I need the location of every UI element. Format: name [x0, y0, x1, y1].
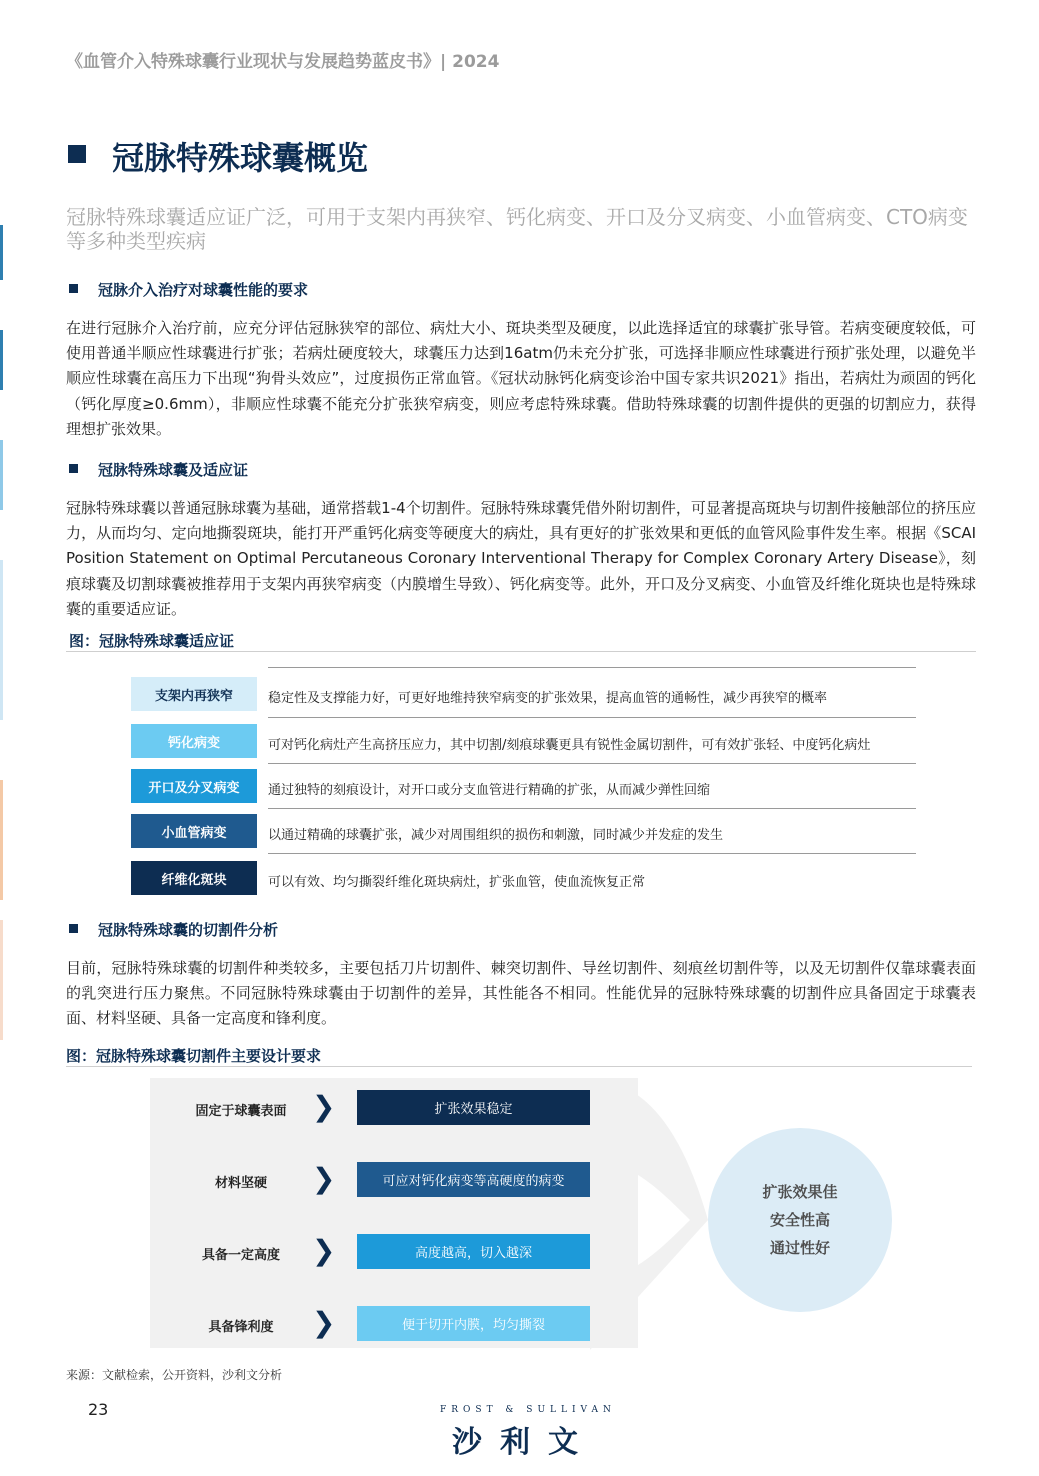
table-row-divider — [268, 853, 916, 854]
indication-description: 通过独特的刻痕设计，对开口或分支血管进行精确的扩张，从而减少弹性回缩 — [268, 783, 711, 798]
indication-description: 稳定性及支撑能力好，可更好地维持狭窄病变的扩张效果，提高血管的通畅性，减少再狭窄的概率 — [268, 691, 828, 706]
edge-mark — [0, 225, 3, 280]
title-square-icon — [68, 145, 86, 163]
table-row-divider — [268, 717, 916, 718]
section-paragraph-indications: 冠脉特殊球囊以普通冠脉球囊为基础，通常搭载1-4个切割件。冠脉特殊球囊凭借外附切割件，可显著提高斑块与切割件接触部位的挤压应力，从而均匀、定向地撕裂斑块，能打开严重钙化病变等硬度大的病灶，具有更好的扩张效果和更低的血管风险事件发生率。根据《SCAI Position Statement on Optimal Percutaneous Coronary Interventional Therapy for Complex Coronary Artery Disease》，刻痕球囊及切割球囊被推荐用于支架内再狭窄病变（内膜增生导致）、钙化病变等。此外，开口及分叉病变、小血管及纤维化斑块也是特殊球囊的重要适应证。 — [66, 499, 976, 618]
figure-title-design-requirements: 图：冠脉特殊球囊切割件主要设计要求 — [66, 1047, 322, 1065]
indication-description: 以通过精确的球囊扩张，减少对周围组织的损伤和刺激，同时减少并发症的发生 — [268, 828, 724, 843]
outcome-item: 通过性好 — [769, 1239, 830, 1257]
edge-mark — [0, 560, 3, 720]
figure-divider — [66, 1066, 972, 1067]
section-bullet-icon — [69, 924, 78, 933]
outcome-item: 安全性高 — [769, 1211, 830, 1229]
requirement-label: 具备一定高度 — [201, 1248, 280, 1263]
report-header-title: 《血管介入特殊球囊行业现状与发展趋势蓝皮书》| 2024 — [66, 52, 500, 72]
chevron-right-icon: ❯ — [312, 1090, 336, 1123]
table-row-divider — [268, 763, 916, 764]
section-title-cutting-elements: 冠脉特殊球囊的切割件分析 — [98, 921, 279, 939]
chevron-right-icon: ❯ — [312, 1234, 336, 1267]
figure-divider — [66, 651, 976, 652]
requirement-effect-box: 可应对钙化病变等高硬度的病变 — [357, 1162, 590, 1197]
chevron-right-icon: ❯ — [312, 1162, 336, 1195]
edge-mark — [0, 330, 3, 390]
page-title: 冠脉特殊球囊概览 — [112, 139, 369, 177]
indication-label: 支架内再狭窄 — [131, 677, 257, 711]
section-paragraph-cutting-elements: 目前，冠脉特殊球囊的切割件种类较多，主要包括刀片切割件、棘突切割件、导丝切割件、刻痕丝切割件等，以及无切割件仅靠球囊表面的乳突进行压力聚焦。不同冠脉特殊球囊由于切割件的差异，其性能各不相同。性能优异的冠脉特殊球囊的切割件应具备固定于球囊表面、材料坚硬、具备一定高度和锋利度。 — [66, 959, 976, 1028]
page-number: 23 — [88, 1400, 109, 1419]
requirement-label: 具备锋利度 — [208, 1320, 274, 1335]
table-row-divider — [268, 667, 916, 668]
indication-description: 可以有效、均匀撕裂纤维化斑块病灶，扩张血管，使血流恢复正常 — [268, 875, 646, 890]
section-title-requirements: 冠脉介入治疗对球囊性能的要求 — [98, 281, 309, 299]
requirement-effect-box: 高度越高，切入越深 — [357, 1234, 590, 1269]
chevron-right-icon: ❯ — [312, 1306, 336, 1339]
indication-label: 小血管病变 — [131, 814, 257, 848]
indication-label: 钙化病变 — [131, 724, 257, 758]
requirement-effect-box: 便于切开内膜，均匀撕裂 — [357, 1306, 590, 1341]
requirement-label: 材料坚硬 — [214, 1176, 267, 1191]
source-note: 来源：文献检索，公开资料，沙利文分析 — [66, 1368, 283, 1382]
indication-description: 可对钙化病灶产生高挤压应力，其中切割/刻痕球囊更具有锐性金属切割件，可有效扩张轻、中度钙化病灶 — [268, 738, 871, 753]
requirement-effect-box: 扩张效果稳定 — [357, 1090, 590, 1125]
edge-mark — [0, 920, 3, 1040]
outcome-circle — [708, 1128, 892, 1312]
requirement-label: 固定于球囊表面 — [195, 1104, 287, 1119]
table-row-divider — [268, 808, 916, 809]
section-paragraph-requirements: 在进行冠脉介入治疗前，应充分评估冠脉狭窄的部位、病灶大小、斑块类型及硬度，以此选择适宜的球囊扩张导管。若病变硬度较低，可使用普通半顺应性球囊进行扩张；若病灶硬度较大，球囊压力达到16atm仍未充分扩张，可选择非顺应性球囊进行预扩张处理，以避免半顺应性球囊在高压力下出现“狗骨头效应”，过度损伤正常血管。《冠状动脉钙化病变诊治中国专家共识2021》指出，若病灶为顽固的钙化（钙化厚度≥0.6mm），非顺应性球囊不能充分扩张狭窄病变，则应考虑特殊球囊。借助特殊球囊的切割件提供的更强的切割应力，获得理想扩张效果。 — [66, 319, 976, 438]
indication-label: 纤维化斑块 — [131, 861, 257, 895]
outcome-item: 扩张效果佳 — [762, 1183, 838, 1201]
edge-mark — [0, 440, 3, 510]
section-bullet-icon — [69, 284, 78, 293]
figure-title-indications: 图：冠脉特殊球囊适应证 — [69, 632, 235, 650]
page-subtitle: 冠脉特殊球囊适应证广泛，可用于支架内再狭窄、钙化病变、开口及分叉病变、小血管病变、CTO病变等多种类型疾病 — [66, 205, 968, 253]
logo-chinese: 沙利文 — [452, 1425, 596, 1460]
section-title-indications: 冠脉特殊球囊及适应证 — [98, 461, 249, 479]
indication-label: 开口及分叉病变 — [131, 769, 257, 803]
section-bullet-icon — [69, 464, 78, 473]
edge-mark — [0, 780, 3, 900]
logo-english: FROST & SULLIVAN — [440, 1405, 616, 1415]
